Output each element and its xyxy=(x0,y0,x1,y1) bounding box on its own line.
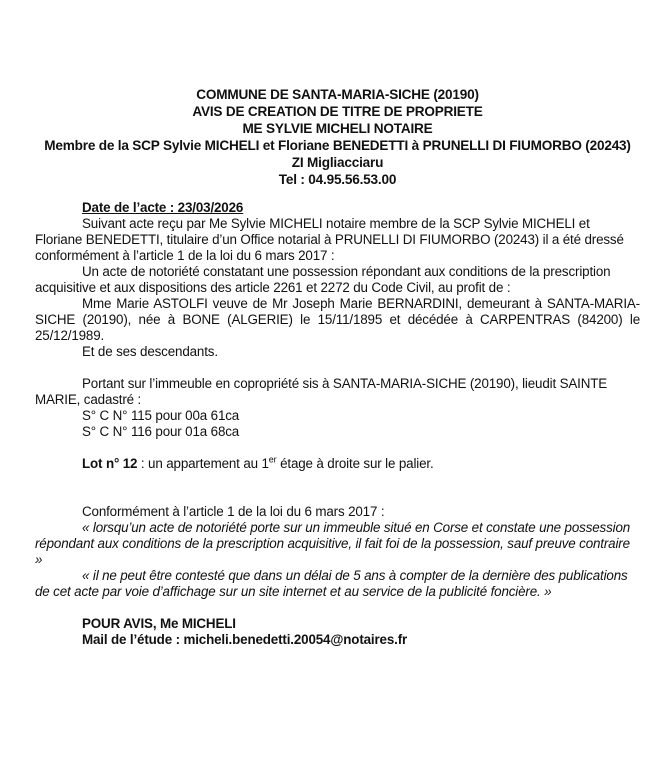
notary-phone: Tel : 04.95.56.53.00 xyxy=(278,172,397,187)
lot-text: : un appartement au 1 xyxy=(137,456,269,471)
parcel-item: S° C N° 116 pour 01a 68ca xyxy=(82,424,240,439)
notary-firm: Membre de la SCP Sylvie MICHELI et Floriane BENEDETTI à PRUNELLI DI FIUMORBO (20243) xyxy=(44,138,631,153)
lot-description xyxy=(35,456,640,472)
lot-text-end: étage à droite sur le palier. xyxy=(276,456,434,471)
notice-body xyxy=(35,200,640,648)
office-email: Mail de l’étude : micheli.benedetti.20054@notaires.fr xyxy=(82,632,408,647)
paragraph-act: Suivant acte reçu par Me Sylvie MICHELI notaire membre de la SCP Sylvie MICHELI et Floriane BENEDETTI, titulaire d’un Office notarial à PRUNELLI DI FIUMORBO (20243) il a été dressé conformément à l’article 1 de la loi du 6 mars 2017 : xyxy=(35,216,624,263)
law-quote-2: « il ne peut être contesté que dans un délai de 5 ans à compter de la dernière des publications de cet acte par voie d’affichage sur un site internet et au service de la publicité foncière. » xyxy=(35,568,628,599)
notary-name: ME SYLVIE MICHELI NOTAIRE xyxy=(242,121,433,136)
paragraph-property: Portant sur l’immeuble en copropriété sis à SANTA-MARIA-SICHE (20190), lieudit SAINTE MARIE, cadastré : xyxy=(35,376,608,407)
law-quote-1: « lorsqu’un acte de notoriété porte sur un immeuble situé en Corse et constate une possession répondant aux conditions de la prescription acquisitive, il fait foi de la possession, sauf preuve contraire » xyxy=(35,520,631,567)
commune-title: COMMUNE DE SANTA-MARIA-SICHE (20190) xyxy=(196,87,479,102)
act-date: Date de l’acte : 23/03/2026 xyxy=(82,200,244,215)
conformity-reference: Conformément à l’article 1 de la loi du 6 mars 2017 : xyxy=(82,504,385,519)
notice-title: AVIS DE CREATION DE TITRE DE PROPRIETE xyxy=(192,104,483,119)
legal-notice xyxy=(35,86,640,648)
paragraph-descendants: Et de ses descendants. xyxy=(82,344,218,359)
notary-address: ZI Migliacciaru xyxy=(291,155,384,170)
lot-sup: er xyxy=(268,454,277,465)
signature: POUR AVIS, Me MICHELI xyxy=(82,616,236,631)
paragraph-notoriety: Un acte de notoriété constatant une possession répondant aux conditions de la prescription acquisitive et aux dispositions des article 2261 et 2272 du Code Civil, au profit de : xyxy=(35,264,611,295)
lot-label: Lot n° 12 xyxy=(82,456,138,471)
notice-header xyxy=(35,86,640,188)
paragraph-beneficiary: Mme Marie ASTOLFI veuve de Mr Joseph Marie BERNARDINI, demeurant à SANTA-MARIA-SICHE (20190), née à BONE (ALGERIE) le 15/11/1895 et décédée à CARPENTRAS (84200) le 25/12/1989. xyxy=(35,296,640,343)
parcel-item: S° C N° 115 pour 00a 61ca xyxy=(82,408,240,423)
